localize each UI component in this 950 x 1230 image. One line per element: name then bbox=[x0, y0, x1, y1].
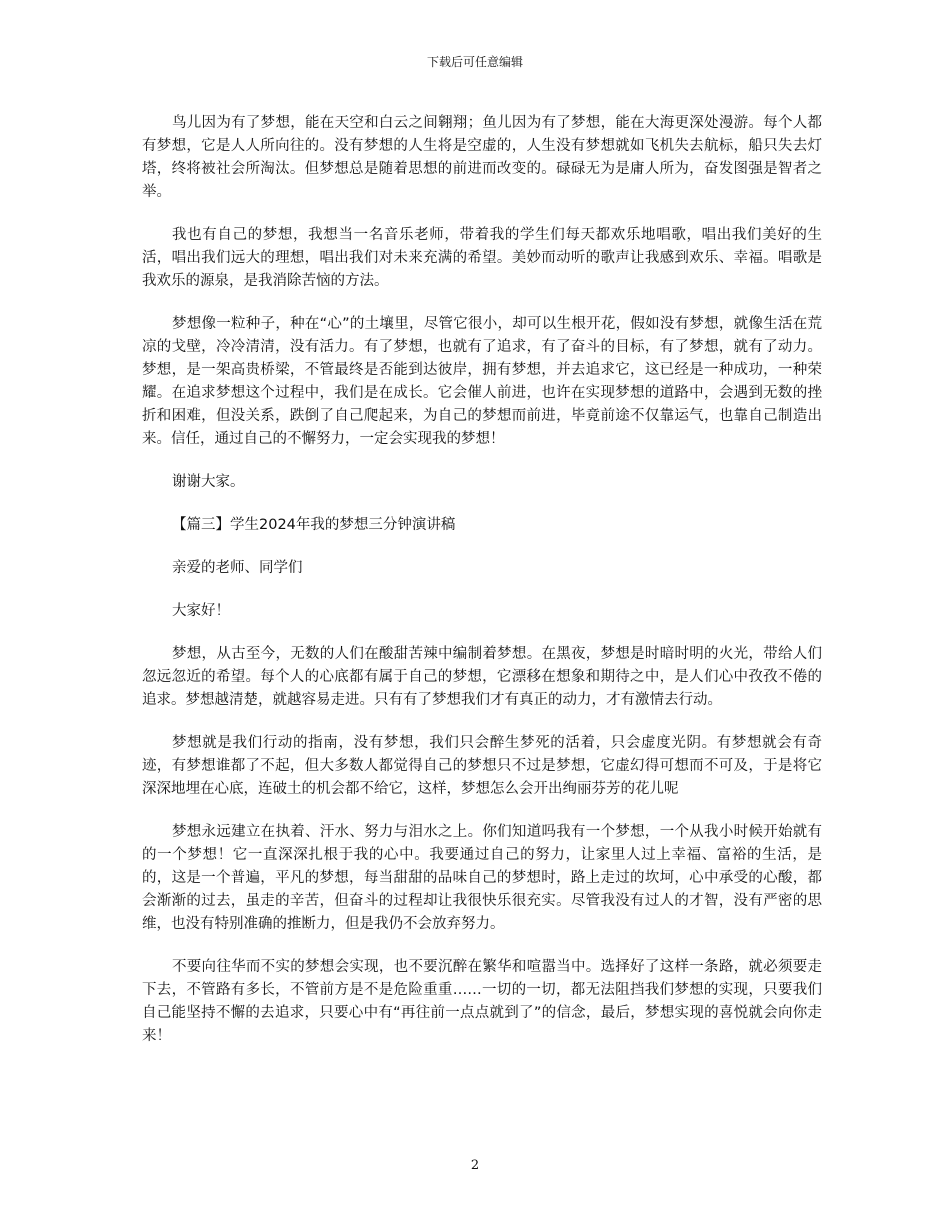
paragraph: 鸟儿因为有了梦想，能在天空和白云之间翱翔；鱼儿因为有了梦想，能在大海更深处漫游。每个人都有梦想，它是人人所向往的。没有梦想的人生将是空虚的，人生没有梦想就如飞机失去航标，船只失去灯塔，终将被社会所淘汰。但梦想总是随着思想的前进而改变的。碌碌无为是庸人所为，奋发图强是智者之举。 bbox=[142, 115, 822, 200]
document-body bbox=[142, 112, 822, 1068]
paragraph: 不要向往华而不实的梦想会实现，也不要沉醉在繁华和喧嚣当中。选择好了这样一条路，就必须要走下去，不管路有多长，不管前方是不是危险重重……一切的一切，都无法阻挡我们梦想的实现，只要我们自己能坚持不懈的去追求，只要心中有“再往前一点点就到了”的信念，最后，梦想实现的喜悦就会向你走来！ bbox=[142, 959, 822, 1044]
paragraph: 梦想，从古至今，无数的人们在酸甜苦辣中编制着梦想。在黑夜，梦想是时暗时明的火光，带给人们忽远忽近的希望。每个人的心底都有属于自己的梦想，它漂移在想象和期待之中，是人们心中孜孜不倦的追求。梦想越清楚，就越容易走进。只有有了梦想我们才有真正的动力，才有激情去行动。 bbox=[142, 646, 822, 708]
page-number: 2 bbox=[470, 1158, 480, 1173]
paragraph: 梦想像一粒种子，种在“心”的土壤里，尽管它很小，却可以生根开花，假如没有梦想，就像生活在荒凉的戈壁，冷冷清清，没有活力。有了梦想，也就有了追求，有了奋斗的目标，有了梦想，就有了动力。梦想，是一架高贵桥梁，不管最终是否能到达彼岸，拥有梦想，并去追求它，这已经是一种成功，一种荣耀。在追求梦想这个过程中，我们是在成长。它会催人前进，也许在实现梦想的道路中，会遇到无数的挫折和困难，但没关系，跌倒了自己爬起来，为自己的梦想而前进，毕竟前途不仅靠运气，也靠自己制造出来。信任，通过自己的不懈努力，一定会实现我的梦想！ bbox=[142, 316, 822, 447]
section-heading: 【篇三】学生2024年我的梦想三分钟演讲稿 bbox=[172, 517, 456, 533]
paragraph: 我也有自己的梦想，我想当一名音乐老师，带着我的学生们每天都欢乐地唱歌，唱出我们美好的生活，唱出我们远大的理想，唱出我们对未来充满的希望。美妙而动听的歌声让我感到欢乐、幸福。唱歌是我欢乐的源泉，是我消除苦恼的方法。 bbox=[142, 227, 822, 289]
greeting: 大家好！ bbox=[172, 603, 230, 619]
closing-line: 谢谢大家。 bbox=[172, 474, 245, 490]
page-header: 下载后可任意编辑 bbox=[426, 55, 523, 69]
salutation: 亲爱的老师、同学们 bbox=[172, 560, 303, 576]
paragraph: 梦想永远建立在执着、汗水、努力与泪水之上。你们知道吗我有一个梦想，一个从我小时候开始就有的一个梦想！它一直深深扎根于我的心中。我要通过自己的努力，让家里人过上幸福、富裕的生活，是的，这是一个普遍，平凡的梦想，每当甜甜的品味自己的梦想时，路上走过的坎坷，心中承受的心酸，都会渐渐的过去，虽走的辛苦，但奋斗的过程却让我很快乐很充实。尽管我没有过人的才智，没有严密的思维，也没有特别准确的推断力，但是我仍不会放弃努力。 bbox=[142, 824, 822, 932]
paragraph: 梦想就是我们行动的指南，没有梦想，我们只会醉生梦死的活着，只会虚度光阴。有梦想就会有奇迹，有梦想谁都了不起，但大多数人都觉得自己的梦想只不过是梦想，它虚幻得可想而不可及，于是将它深深地埋在心底，连破土的机会都不给它，这样，梦想怎么会开出绚丽芬芳的花儿呢 bbox=[142, 735, 822, 797]
